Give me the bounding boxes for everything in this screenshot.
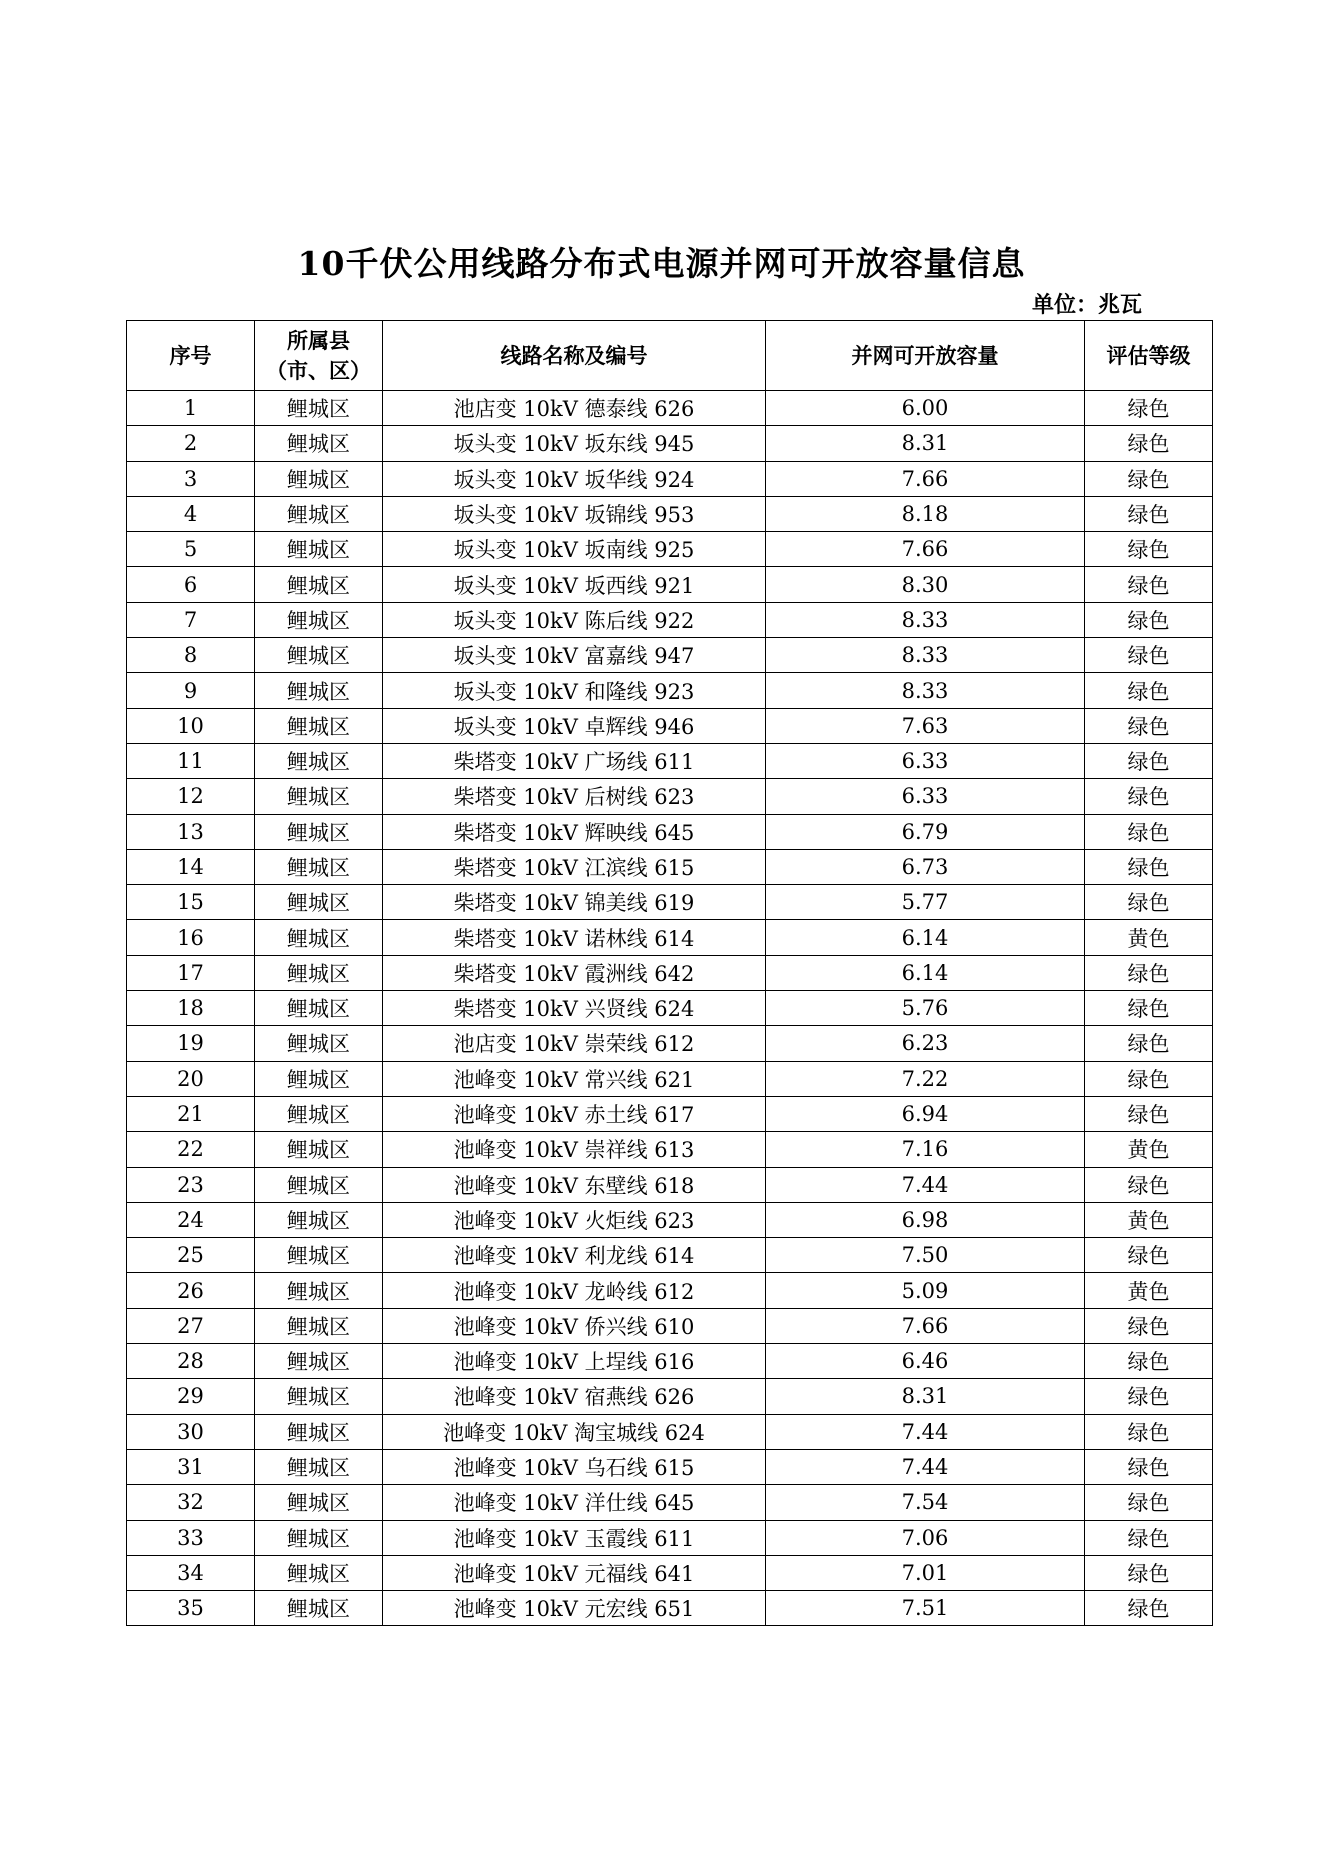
cell-county: 鲤城区: [255, 708, 383, 743]
cell-grade: 绿色: [1085, 391, 1213, 426]
cell-capacity: 6.33: [766, 743, 1085, 778]
cell-index: 32: [127, 1485, 255, 1520]
cell-index: 22: [127, 1132, 255, 1167]
cell-line-name: 坂头变 10kV 和隆线 923: [383, 673, 766, 708]
table-row: [127, 602, 1213, 637]
cell-grade: 绿色: [1085, 1238, 1213, 1273]
cell-index: 8: [127, 638, 255, 673]
cell-index: 11: [127, 743, 255, 778]
cell-line-name: 池峰变 10kV 利龙线 614: [383, 1238, 766, 1273]
cell-capacity: 7.22: [766, 1061, 1085, 1096]
cell-county: 鲤城区: [255, 532, 383, 567]
cell-capacity: 8.31: [766, 1379, 1085, 1414]
table-row: [127, 673, 1213, 708]
cell-index: 19: [127, 1026, 255, 1061]
cell-county: 鲤城区: [255, 920, 383, 955]
cell-grade: 绿色: [1085, 1308, 1213, 1343]
cell-line-name: 坂头变 10kV 坂南线 925: [383, 532, 766, 567]
cell-grade: 绿色: [1085, 426, 1213, 461]
cell-line-name: 池峰变 10kV 宿燕线 626: [383, 1379, 766, 1414]
cell-line-name: 柴塔变 10kV 霞洲线 642: [383, 955, 766, 990]
table-row: [127, 779, 1213, 814]
cell-county: 鲤城区: [255, 1061, 383, 1096]
cell-line-name: 柴塔变 10kV 广场线 611: [383, 743, 766, 778]
cell-index: 29: [127, 1379, 255, 1414]
table-row: [127, 1555, 1213, 1590]
cell-county: 鲤城区: [255, 567, 383, 602]
page-title: 10千伏公用线路分布式电源并网可开放容量信息: [297, 244, 1026, 283]
cell-county: 鲤城区: [255, 955, 383, 990]
table-row: [127, 1132, 1213, 1167]
cell-grade: 黄色: [1085, 1273, 1213, 1308]
cell-grade: 绿色: [1085, 991, 1213, 1026]
table-row: [127, 638, 1213, 673]
cell-index: 12: [127, 779, 255, 814]
cell-line-name: 池峰变 10kV 元宏线 651: [383, 1591, 766, 1626]
table-row: [127, 1026, 1213, 1061]
cell-line-name: 池峰变 10kV 上埕线 616: [383, 1344, 766, 1379]
cell-line-name: 池峰变 10kV 侨兴线 610: [383, 1308, 766, 1343]
cell-index: 14: [127, 849, 255, 884]
capacity-table: [126, 320, 1213, 1626]
cell-line-name: 柴塔变 10kV 兴贤线 624: [383, 991, 766, 1026]
cell-county: 鲤城区: [255, 1096, 383, 1131]
cell-grade: 绿色: [1085, 849, 1213, 884]
cell-county: 鲤城区: [255, 743, 383, 778]
cell-index: 24: [127, 1202, 255, 1237]
cell-county: 鲤城区: [255, 1449, 383, 1484]
cell-index: 3: [127, 461, 255, 496]
cell-line-name: 坂头变 10kV 卓辉线 946: [383, 708, 766, 743]
cell-grade: 绿色: [1085, 708, 1213, 743]
cell-line-name: 池店变 10kV 德泰线 626: [383, 391, 766, 426]
cell-line-name: 柴塔变 10kV 辉映线 645: [383, 814, 766, 849]
cell-county: 鲤城区: [255, 496, 383, 531]
cell-grade: 绿色: [1085, 1485, 1213, 1520]
cell-county: 鲤城区: [255, 1308, 383, 1343]
cell-capacity: 6.73: [766, 849, 1085, 884]
cell-capacity: 7.66: [766, 461, 1085, 496]
cell-capacity: 5.09: [766, 1273, 1085, 1308]
table-row: [127, 708, 1213, 743]
table-row: [127, 1308, 1213, 1343]
cell-county: 鲤城区: [255, 638, 383, 673]
cell-index: 35: [127, 1591, 255, 1626]
cell-capacity: 7.16: [766, 1132, 1085, 1167]
cell-county: 鲤城区: [255, 849, 383, 884]
cell-county: 鲤城区: [255, 1167, 383, 1202]
cell-line-name: 池店变 10kV 崇荣线 612: [383, 1026, 766, 1061]
header-county-line2: （市、区）: [266, 357, 371, 383]
cell-grade: 黄色: [1085, 1202, 1213, 1237]
table-row: [127, 496, 1213, 531]
cell-index: 5: [127, 532, 255, 567]
cell-index: 30: [127, 1414, 255, 1449]
cell-index: 21: [127, 1096, 255, 1131]
cell-county: 鲤城区: [255, 1026, 383, 1061]
cell-capacity: 8.33: [766, 673, 1085, 708]
table-row: [127, 955, 1213, 990]
cell-line-name: 池峰变 10kV 常兴线 621: [383, 1061, 766, 1096]
cell-county: 鲤城区: [255, 814, 383, 849]
table-header-row: [127, 321, 1213, 391]
table-row: [127, 1273, 1213, 1308]
cell-grade: 绿色: [1085, 1096, 1213, 1131]
table-row: [127, 1591, 1213, 1626]
cell-index: 27: [127, 1308, 255, 1343]
table-row: [127, 1167, 1213, 1202]
cell-line-name: 池峰变 10kV 淘宝城线 624: [383, 1414, 766, 1449]
cell-grade: 绿色: [1085, 673, 1213, 708]
cell-line-name: 池峰变 10kV 崇祥线 613: [383, 1132, 766, 1167]
cell-line-name: 坂头变 10kV 坂西线 921: [383, 567, 766, 602]
cell-index: 6: [127, 567, 255, 602]
cell-grade: 绿色: [1085, 1344, 1213, 1379]
unit-label: 单位：兆瓦: [1032, 292, 1143, 318]
cell-county: 鲤城区: [255, 1132, 383, 1167]
cell-grade: 绿色: [1085, 1379, 1213, 1414]
cell-capacity: 7.44: [766, 1414, 1085, 1449]
cell-index: 33: [127, 1520, 255, 1555]
cell-index: 7: [127, 602, 255, 637]
cell-county: 鲤城区: [255, 1273, 383, 1308]
cell-line-name: 池峰变 10kV 乌石线 615: [383, 1449, 766, 1484]
header-line-name: 线路名称及编号: [383, 321, 766, 391]
cell-index: 15: [127, 885, 255, 920]
table-row: [127, 1238, 1213, 1273]
cell-grade: 黄色: [1085, 1132, 1213, 1167]
cell-index: 2: [127, 426, 255, 461]
cell-index: 1: [127, 391, 255, 426]
cell-index: 25: [127, 1238, 255, 1273]
table-row: [127, 532, 1213, 567]
cell-capacity: 7.51: [766, 1591, 1085, 1626]
table-row: [127, 1061, 1213, 1096]
table-row: [127, 426, 1213, 461]
cell-capacity: 8.18: [766, 496, 1085, 531]
header-county-line1: 所属县: [287, 327, 350, 353]
cell-county: 鲤城区: [255, 461, 383, 496]
header-grade: 评估等级: [1085, 321, 1213, 391]
cell-grade: 绿色: [1085, 638, 1213, 673]
cell-county: 鲤城区: [255, 1379, 383, 1414]
cell-county: 鲤城区: [255, 1485, 383, 1520]
cell-capacity: 8.33: [766, 602, 1085, 637]
cell-grade: 绿色: [1085, 1520, 1213, 1555]
cell-line-name: 池峰变 10kV 玉霞线 611: [383, 1520, 766, 1555]
cell-county: 鲤城区: [255, 991, 383, 1026]
table-row: [127, 1485, 1213, 1520]
cell-capacity: 8.33: [766, 638, 1085, 673]
cell-grade: 绿色: [1085, 496, 1213, 531]
header-county: [255, 321, 383, 391]
cell-capacity: 7.66: [766, 1308, 1085, 1343]
header-index: 序号: [127, 321, 255, 391]
cell-capacity: 5.77: [766, 885, 1085, 920]
cell-capacity: 7.06: [766, 1520, 1085, 1555]
cell-grade: 绿色: [1085, 814, 1213, 849]
cell-line-name: 坂头变 10kV 坂锦线 953: [383, 496, 766, 531]
table-row: [127, 1449, 1213, 1484]
cell-county: 鲤城区: [255, 1238, 383, 1273]
table-row: [127, 1096, 1213, 1131]
cell-capacity: 5.76: [766, 991, 1085, 1026]
cell-index: 18: [127, 991, 255, 1026]
table-row: [127, 1202, 1213, 1237]
cell-index: 26: [127, 1273, 255, 1308]
cell-capacity: 6.79: [766, 814, 1085, 849]
cell-grade: 绿色: [1085, 955, 1213, 990]
cell-index: 16: [127, 920, 255, 955]
table-row: [127, 1344, 1213, 1379]
cell-capacity: 7.50: [766, 1238, 1085, 1273]
table-row: [127, 461, 1213, 496]
cell-capacity: 6.14: [766, 920, 1085, 955]
table-row: [127, 885, 1213, 920]
cell-capacity: 8.30: [766, 567, 1085, 602]
cell-index: 31: [127, 1449, 255, 1484]
cell-grade: 绿色: [1085, 743, 1213, 778]
cell-line-name: 池峰变 10kV 东壁线 618: [383, 1167, 766, 1202]
header-capacity: 并网可开放容量: [766, 321, 1085, 391]
cell-capacity: 6.98: [766, 1202, 1085, 1237]
table-row: [127, 1379, 1213, 1414]
cell-county: 鲤城区: [255, 1591, 383, 1626]
cell-index: 9: [127, 673, 255, 708]
cell-county: 鲤城区: [255, 1202, 383, 1237]
cell-index: 20: [127, 1061, 255, 1096]
cell-line-name: 柴塔变 10kV 江滨线 615: [383, 849, 766, 884]
cell-county: 鲤城区: [255, 1344, 383, 1379]
cell-line-name: 池峰变 10kV 洋仕线 645: [383, 1485, 766, 1520]
cell-capacity: 7.01: [766, 1555, 1085, 1590]
cell-capacity: 7.63: [766, 708, 1085, 743]
table-row: [127, 1520, 1213, 1555]
table-row: [127, 920, 1213, 955]
cell-line-name: 坂头变 10kV 坂华线 924: [383, 461, 766, 496]
cell-index: 13: [127, 814, 255, 849]
cell-index: 10: [127, 708, 255, 743]
cell-line-name: 坂头变 10kV 坂东线 945: [383, 426, 766, 461]
cell-county: 鲤城区: [255, 426, 383, 461]
table-row: [127, 814, 1213, 849]
cell-grade: 绿色: [1085, 567, 1213, 602]
cell-county: 鲤城区: [255, 602, 383, 637]
cell-grade: 绿色: [1085, 461, 1213, 496]
cell-capacity: 7.54: [766, 1485, 1085, 1520]
cell-capacity: 7.44: [766, 1449, 1085, 1484]
cell-capacity: 8.31: [766, 426, 1085, 461]
cell-line-name: 柴塔变 10kV 诺林线 614: [383, 920, 766, 955]
cell-line-name: 池峰变 10kV 元福线 641: [383, 1555, 766, 1590]
cell-grade: 绿色: [1085, 1061, 1213, 1096]
cell-capacity: 6.23: [766, 1026, 1085, 1061]
cell-grade: 绿色: [1085, 532, 1213, 567]
cell-county: 鲤城区: [255, 885, 383, 920]
cell-county: 鲤城区: [255, 1414, 383, 1449]
cell-line-name: 坂头变 10kV 陈后线 922: [383, 602, 766, 637]
cell-index: 4: [127, 496, 255, 531]
cell-grade: 绿色: [1085, 1555, 1213, 1590]
cell-grade: 绿色: [1085, 1167, 1213, 1202]
cell-index: 34: [127, 1555, 255, 1590]
cell-line-name: 池峰变 10kV 龙岭线 612: [383, 1273, 766, 1308]
cell-line-name: 坂头变 10kV 富嘉线 947: [383, 638, 766, 673]
cell-county: 鲤城区: [255, 673, 383, 708]
cell-grade: 绿色: [1085, 602, 1213, 637]
cell-grade: 绿色: [1085, 1414, 1213, 1449]
table-row: [127, 391, 1213, 426]
table-row: [127, 567, 1213, 602]
cell-line-name: 柴塔变 10kV 锦美线 619: [383, 885, 766, 920]
cell-capacity: 6.00: [766, 391, 1085, 426]
cell-capacity: 6.94: [766, 1096, 1085, 1131]
cell-index: 23: [127, 1167, 255, 1202]
cell-line-name: 柴塔变 10kV 后树线 623: [383, 779, 766, 814]
cell-line-name: 池峰变 10kV 火炬线 623: [383, 1202, 766, 1237]
cell-county: 鲤城区: [255, 779, 383, 814]
table-row: [127, 1414, 1213, 1449]
cell-line-name: 池峰变 10kV 赤土线 617: [383, 1096, 766, 1131]
cell-county: 鲤城区: [255, 1520, 383, 1555]
table-row: [127, 849, 1213, 884]
cell-capacity: 6.46: [766, 1344, 1085, 1379]
table-row: [127, 743, 1213, 778]
cell-grade: 绿色: [1085, 779, 1213, 814]
cell-grade: 黄色: [1085, 920, 1213, 955]
cell-grade: 绿色: [1085, 1449, 1213, 1484]
cell-grade: 绿色: [1085, 885, 1213, 920]
cell-grade: 绿色: [1085, 1591, 1213, 1626]
cell-index: 17: [127, 955, 255, 990]
cell-grade: 绿色: [1085, 1026, 1213, 1061]
cell-capacity: 7.66: [766, 532, 1085, 567]
cell-index: 28: [127, 1344, 255, 1379]
cell-county: 鲤城区: [255, 1555, 383, 1590]
cell-county: 鲤城区: [255, 391, 383, 426]
cell-capacity: 6.33: [766, 779, 1085, 814]
table-row: [127, 991, 1213, 1026]
cell-capacity: 7.44: [766, 1167, 1085, 1202]
cell-capacity: 6.14: [766, 955, 1085, 990]
